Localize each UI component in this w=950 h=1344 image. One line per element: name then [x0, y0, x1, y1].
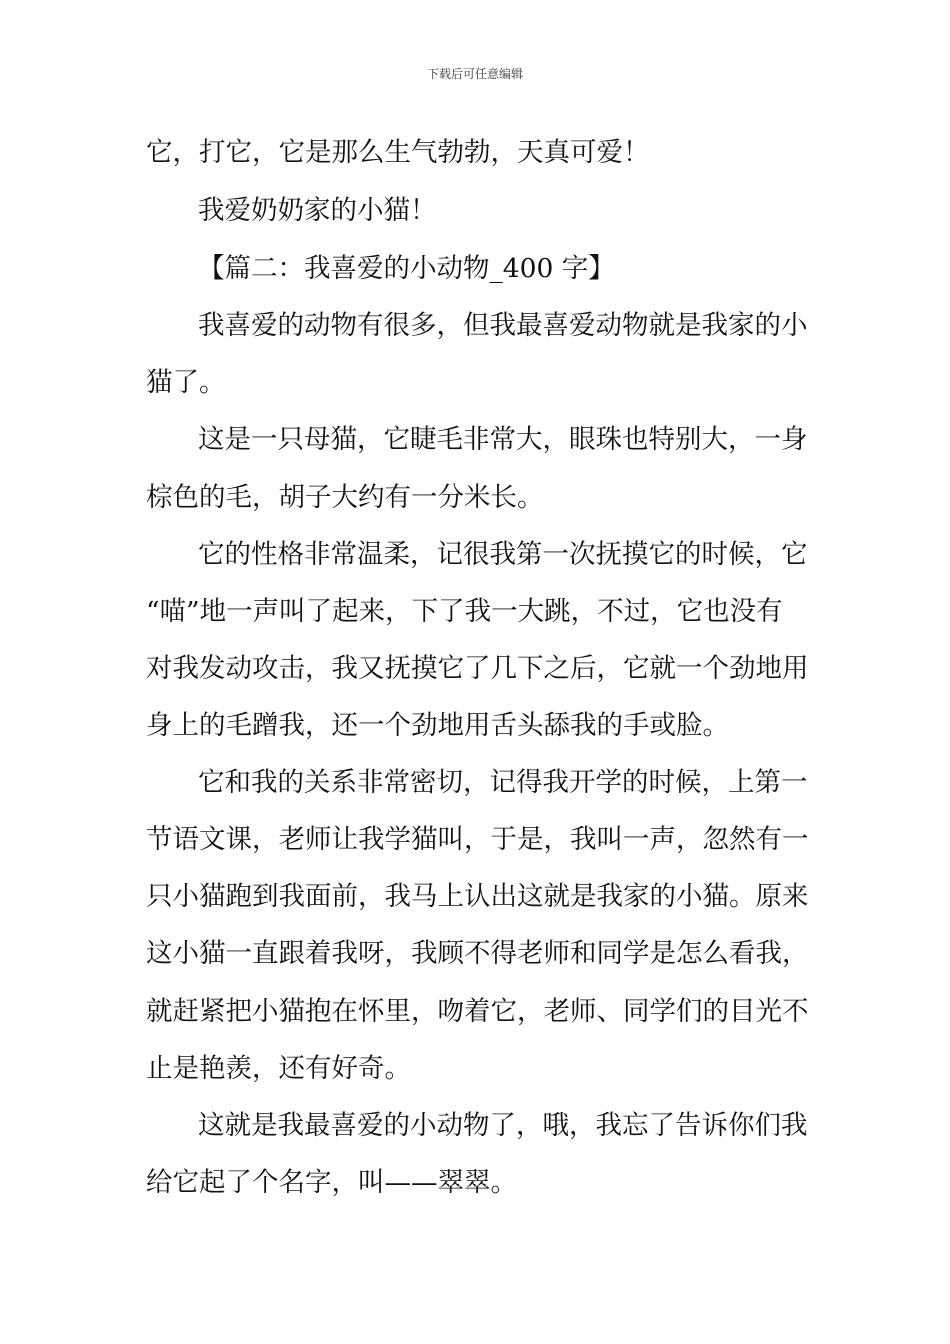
text-line: 给它起了个名字，叫——翠翠。 [146, 1167, 517, 1198]
text-line: “喵”地一声叫了起来，下了我一大跳，不过，它也没有 [146, 596, 783, 627]
text-line: 棕色的毛，胡子大约有一分米长。 [146, 482, 544, 513]
text-line: 猫了。 [146, 367, 226, 398]
text-line: 对我发动攻击，我又抚摸它了几下之后，它就一个劲地用 [146, 653, 809, 684]
text-line: 我喜爱的动物有很多，但我最喜爱动物就是我家的小 [198, 310, 808, 341]
text-line: 就赶紧把小猫抱在怀里，吻着它，老师、同学们的目光不 [146, 996, 809, 1027]
text-line: 身上的毛蹭我，还一个劲地用舌头舔我的手或脸。 [146, 710, 729, 741]
section-heading: 【篇二：我喜爱的小动物_400 字】 [198, 253, 615, 284]
text-line: 节语文课，老师让我学猫叫，于是，我叫一声，忽然有一 [146, 824, 809, 855]
text-line: 只小猫跑到我面前，我马上认出这就是我家的小猫。原来 [146, 881, 809, 912]
text-line: 它，打它，它是那么生气勃勃，天真可爱！ [146, 137, 650, 168]
text-line: 它的性格非常温柔，记很我第一次抚摸它的时候，它 [198, 539, 808, 570]
text-line: 我爱奶奶家的小猫！ [198, 195, 437, 226]
text-line: 这就是我最喜爱的小动物了，哦，我忘了告诉你们我 [198, 1110, 808, 1141]
text-line: 止是艳羡，还有好奇。 [146, 1053, 411, 1084]
text-line: 这小猫一直跟着我呀，我顾不得老师和同学是怎么看我， [146, 938, 809, 969]
text-line: 它和我的关系非常密切，记得我开学的时候，上第一 [198, 767, 808, 798]
page-header-note: 下载后可任意编辑 [426, 67, 523, 81]
text-line: 这是一只母猫，它睫毛非常大，眼珠也特别大，一身 [198, 424, 808, 455]
